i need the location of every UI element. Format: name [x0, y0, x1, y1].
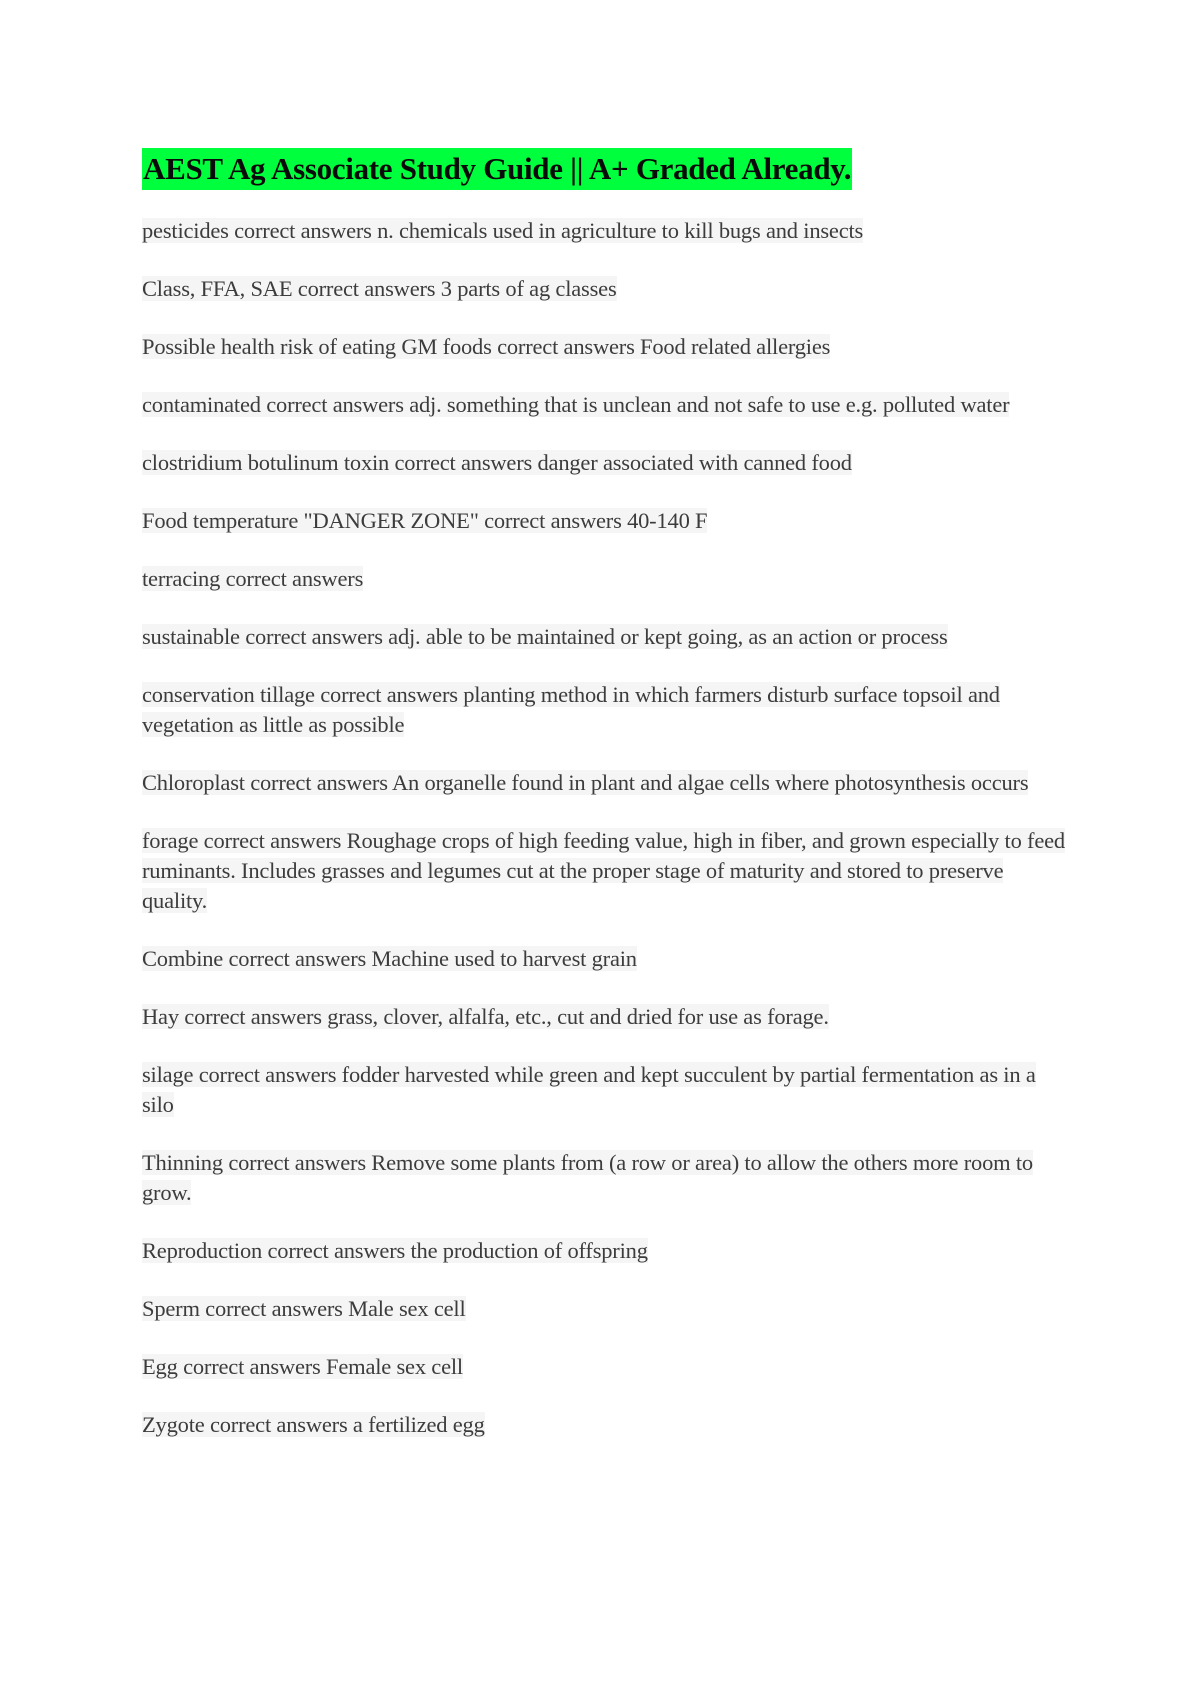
qa-entry: [142, 1410, 1072, 1440]
qa-entry-text: Egg correct answers Female sex cell: [142, 1354, 463, 1379]
qa-entry-text: sustainable correct answers adj. able to be maintained or kept going, as an action or process: [142, 624, 948, 649]
qa-entry-text: Class, FFA, SAE correct answers 3 parts of ag classes: [142, 276, 617, 301]
qa-entry-text: clostridium botulinum toxin correct answers danger associated with canned food: [142, 450, 852, 475]
qa-entry: [142, 1236, 1072, 1266]
qa-entry-text: silage correct answers fodder harvested while green and kept succulent by partial fermentation as in a silo: [142, 1062, 1036, 1117]
qa-entry-text: Food temperature "DANGER ZONE" correct answers 40-140 F: [142, 508, 708, 533]
qa-entry-text: contaminated correct answers adj. something that is unclean and not safe to use e.g. polluted water: [142, 392, 1010, 417]
qa-entry: [142, 1148, 1072, 1208]
qa-entry: [142, 1002, 1072, 1032]
qa-entry: [142, 1060, 1072, 1120]
qa-entry: [142, 1352, 1072, 1382]
qa-entry: [142, 332, 1072, 362]
qa-entry-text: terracing correct answers: [142, 566, 364, 591]
qa-entry-text: forage correct answers Roughage crops of high feeding value, high in fiber, and grown especially to feed ruminants. Includes grasses and legumes cut at the proper stage of maturity and stored to preserve quality.: [142, 828, 1065, 913]
qa-entry: [142, 680, 1072, 740]
qa-entry: [142, 448, 1072, 478]
qa-entry-text: Hay correct answers grass, clover, alfalfa, etc., cut and dried for use as forage.: [142, 1004, 829, 1029]
qa-entry-text: Reproduction correct answers the production of offspring: [142, 1238, 648, 1263]
qa-entry-text: Chloroplast correct answers An organelle found in plant and algae cells where photosynthesis occurs: [142, 770, 1029, 795]
qa-entry-text: Sperm correct answers Male sex cell: [142, 1296, 466, 1321]
document-title: AEST Ag Associate Study Guide || A+ Graded Already.: [142, 148, 852, 190]
qa-entry: [142, 768, 1072, 798]
qa-entry: [142, 1294, 1072, 1324]
qa-entry-text: Zygote correct answers a fertilized egg: [142, 1412, 485, 1437]
qa-entry: [142, 622, 1072, 652]
qa-entry: [142, 506, 1072, 536]
qa-entry: [142, 216, 1072, 246]
title-block: [142, 148, 1072, 190]
qa-entry-text: conservation tillage correct answers planting method in which farmers disturb surface topsoil and vegetation as little as possible: [142, 682, 1000, 737]
qa-entry: [142, 564, 1072, 594]
qa-entry: [142, 274, 1072, 304]
document-page: [142, 148, 1072, 1468]
qa-entry-text: pesticides correct answers n. chemicals used in agriculture to kill bugs and insects: [142, 218, 864, 243]
qa-entry-text: Combine correct answers Machine used to harvest grain: [142, 946, 637, 971]
qa-entry: [142, 826, 1072, 916]
qa-entry-text: Possible health risk of eating GM foods correct answers Food related allergies: [142, 334, 831, 359]
qa-entry: [142, 944, 1072, 974]
qa-entry-text: Thinning correct answers Remove some plants from (a row or area) to allow the others more room to grow.: [142, 1150, 1033, 1205]
qa-entry: [142, 390, 1072, 420]
qa-list: [142, 216, 1072, 1440]
